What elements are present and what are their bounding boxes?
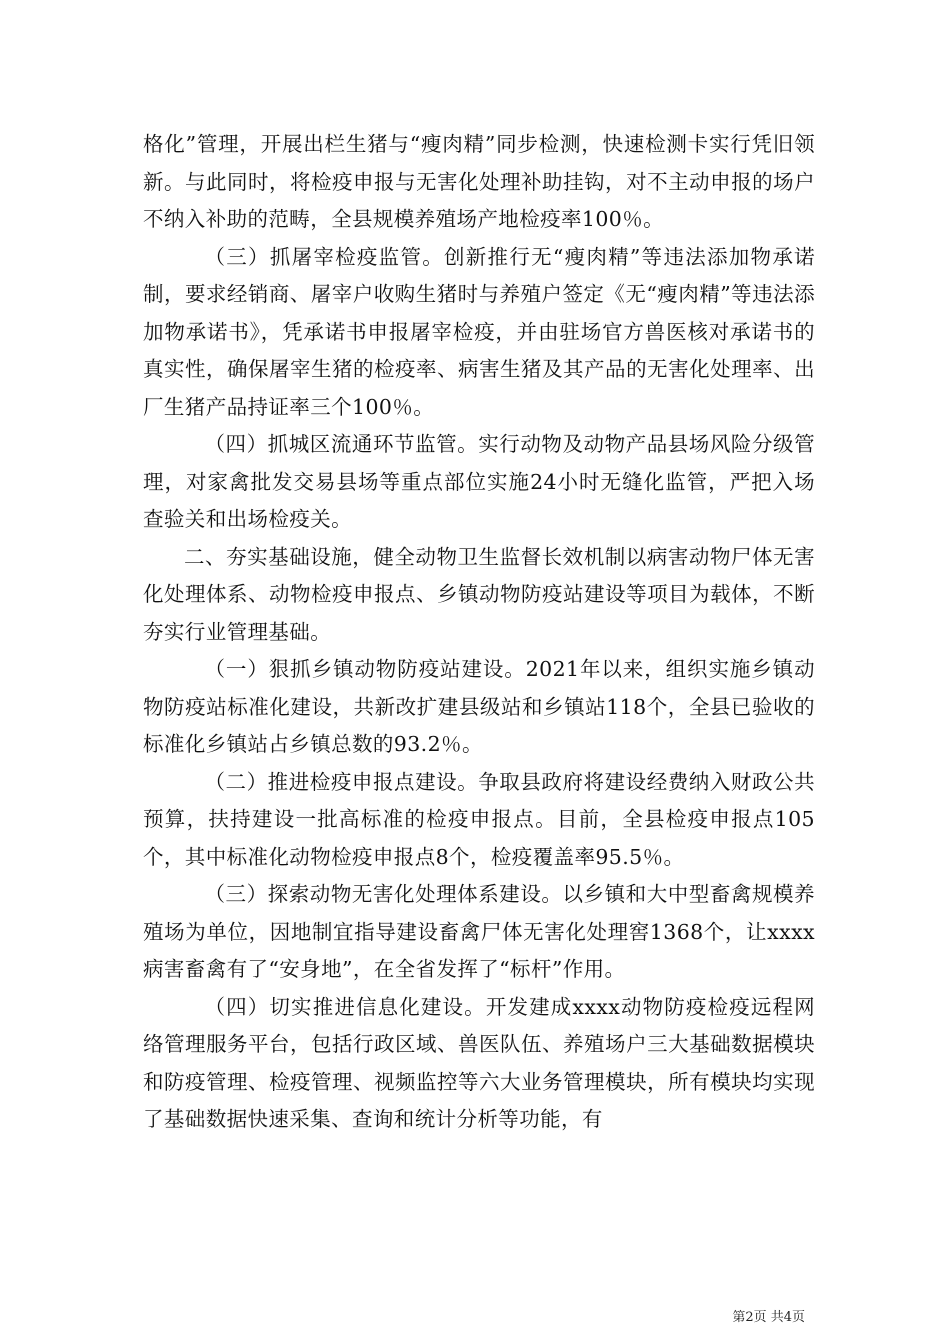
paragraph-2: （三）抓屠宰检疫监管。创新推行无“瘦肉精”等违法添加物承诺制，要求经销商、屠宰户收购生猪时与养殖户签定《无“瘦肉精”等违法添加物承诺书》，凭承诺书申报屠宰检疫，并由驻场官方兽医核对承诺书的真实性，确保屠宰生猪的检疫率、病害生猪及其产品的无害化处理率、出厂生猪产品持证率三个100％。 [143, 244, 815, 419]
paragraph-8: （四）切实推进信息化建设。开发建成xxxx动物防疫检疫远程网络管理服务平台，包括行政区域、兽医队伍、养殖场户三大基础数据模块和防疫管理、检疫管理、视频监控等六大业务管理模块，所有模块均实现了基础数据快速采集、查询和统计分析等功能，有 [143, 994, 815, 1131]
page-number-footer: 第2页 共4页 [732, 1310, 805, 1325]
paragraph-1: 格化”管理，开展出栏生猪与“瘦肉精”同步检测，快速检测卡实行凭旧领新。与此同时，将检疫申报与无害化处理补助挂钩，对不主动申报的场户不纳入补助的范畴，全县规模养殖场产地检疫率100％。 [143, 132, 815, 231]
paragraph-6: （二）推进检疫申报点建设。争取县政府将建设经费纳入财政公共预算，扶持建设一批高标准的检疫申报点。目前，全县检疫申报点105个，其中标准化动物检疫申报点8个，检疫覆盖率95.5％。 [143, 769, 815, 869]
section-heading-paragraph: 二、夯实基础设施，健全动物卫生监督长效机制以病害动物尸体无害化处理体系、动物检疫申报点、乡镇动物防疫站建设等项目为载体，不断夯实行业管理基础。 [143, 544, 815, 644]
paragraph-3: （四）抓城区流通环节监管。实行动物及动物产品县场风险分级管理，对家禽批发交易县场等重点部位实施24小时无缝化监管，严把入场查验关和出场检疫关。 [143, 432, 815, 531]
paragraph-5: （一）狠抓乡镇动物防疫站建设。2021年以来，组织实施乡镇动物防疫站标准化建设，共新改扩建县级站和乡镇站118个，全县已验收的标准化乡镇站占乡镇总数的93.2％。 [143, 657, 815, 756]
paragraph-7: （三）探索动物无害化处理体系建设。以乡镇和大中型畜禽规模养殖场为单位，因地制宜指导建设畜禽尸体无害化处理窖1368个，让xxxx病害畜禽有了“安身地”，在全省发挥了“标杆”作用。 [143, 882, 815, 981]
document-body [143, 126, 815, 1139]
